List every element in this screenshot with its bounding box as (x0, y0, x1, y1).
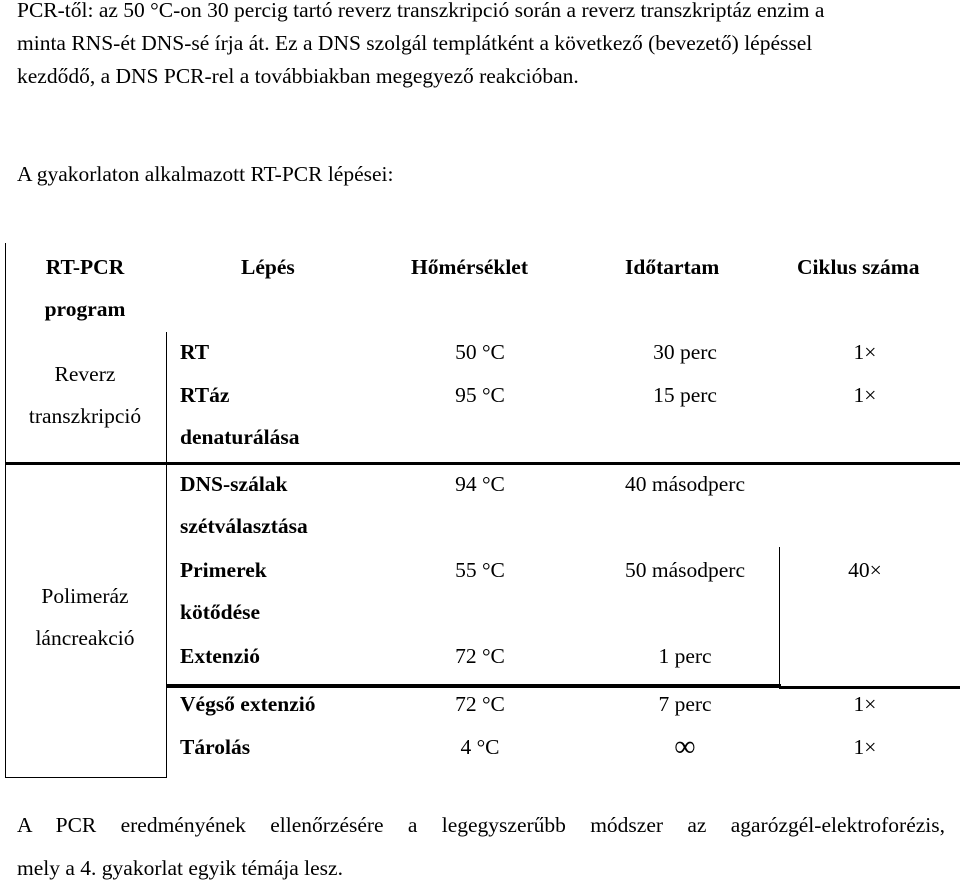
outro-paragraph (17, 804, 945, 890)
group-separator-left (5, 462, 167, 465)
header-duration: Időtartam (625, 255, 720, 279)
header-cycles: Ciklus száma (797, 255, 920, 279)
row-rt-step: RT (180, 340, 210, 364)
section-title: A gyakorlaton alkalmazott RT-PCR lépései: (17, 162, 394, 186)
row-rtaz-step-line2: denaturálása (180, 425, 300, 449)
row-extension-temp: 72 °C (455, 644, 505, 668)
outro-line-1: A PCR eredményének ellenőrzésére a legegyszerűbb módszer az agarózgél-elektroforézis, (17, 813, 945, 837)
header-program-line2: program (44, 297, 126, 321)
row-rtaz-time: 15 perc (653, 383, 717, 407)
row-storage-step: Tárolás (180, 735, 251, 759)
row-rt-cycles: 1× (853, 340, 877, 364)
table-column-divider (166, 332, 167, 778)
row-anneal-time: 50 másodperc (624, 558, 745, 582)
intro-line-2: minta RNS-ét DNS-sé írja át. Ez a DNS szolgál templátként a következő (bevezető) lépéssel (17, 31, 813, 55)
row-anneal-step-line2: kötődése (180, 600, 261, 624)
table-border-bottom (5, 777, 167, 778)
row-denat-step-line2: szétválasztása (180, 514, 308, 538)
header-program-line1: RT-PCR (45, 255, 125, 279)
row-rtaz-cycles: 1× (853, 383, 877, 407)
header-temperature: Hőmérséklet (411, 255, 529, 279)
header-step: Lépés (241, 255, 295, 279)
row-rt-temp: 50 °C (455, 340, 505, 364)
pcr-cycles-merged: 40× (848, 558, 882, 582)
row-extension-time: 1 perc (658, 644, 712, 668)
group2-label-line1: Polimeráz (41, 584, 129, 608)
row-denat-temp: 94 °C (455, 472, 505, 496)
row-storage-time: ∞ (674, 730, 696, 763)
row-denat-time: 40 másodperc (624, 472, 745, 496)
group1-label-line1: Reverz (54, 362, 116, 386)
group2-label-line2: láncreakció (35, 626, 135, 650)
row-extension-step: Extenzió (180, 644, 261, 668)
row-rtaz-temp: 95 °C (455, 383, 505, 407)
row-final-ext-time: 7 perc (658, 692, 712, 716)
outro-line-2: mely a 4. gyakorlat egyik témája lesz. (17, 856, 343, 880)
row-storage-temp: 4 °C (460, 735, 500, 759)
row-final-ext-step: Végső extenzió (180, 692, 316, 716)
row-final-ext-temp: 72 °C (455, 692, 505, 716)
intro-line-3: kezdődő, a DNS PCR-rel a továbbiakban megegyező reakcióban. (17, 64, 579, 88)
row-final-ext-cycles: 1× (853, 692, 877, 716)
row-rtaz-step-line1: RTáz (180, 383, 230, 407)
row-denat-step-line1: DNS-szálak (180, 472, 288, 496)
row-anneal-temp: 55 °C (455, 558, 505, 582)
group1-label-line2: transzkripció (28, 404, 142, 428)
table-border-left (5, 243, 6, 778)
row-storage-cycles: 1× (853, 735, 877, 759)
row-anneal-step-line1: Primerek (180, 558, 267, 582)
row-rt-time: 30 perc (653, 340, 717, 364)
intro-line-1: PCR-től: az 50 °C-on 30 percig tartó reverz transzkripció során a reverz transzkriptáz enzim a (17, 0, 825, 22)
